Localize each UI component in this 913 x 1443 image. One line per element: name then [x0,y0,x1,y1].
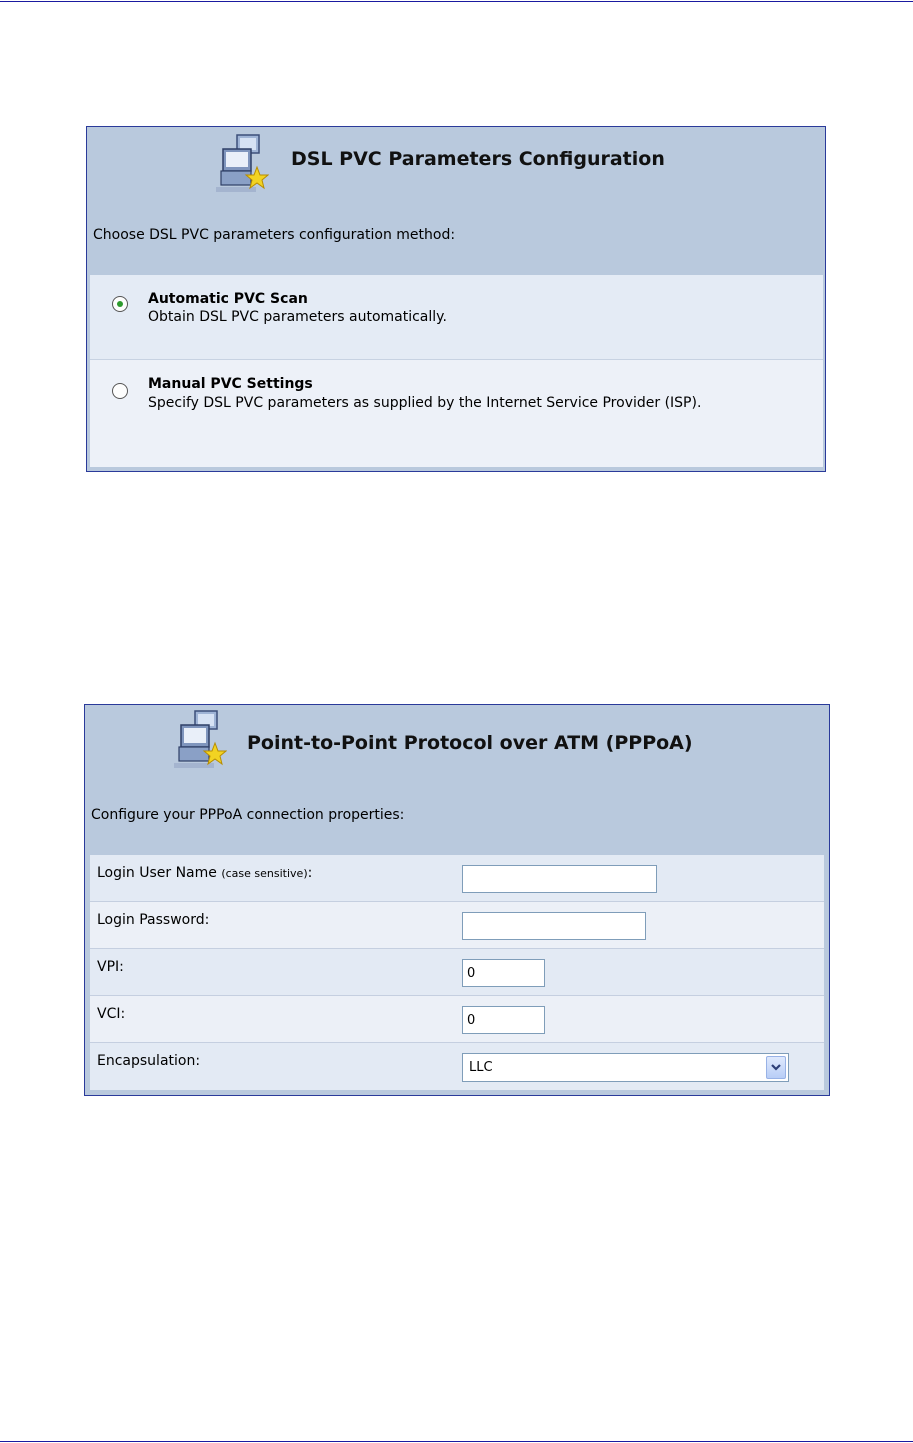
page-title: DSL PVC Parameters Configuration [291,148,665,170]
encapsulation-selected-value: LLC [469,1060,493,1075]
radio-selected-dot [117,301,123,307]
login-password-label: Login Password: [97,912,210,928]
login-user-name-input[interactable] [462,865,657,893]
row-vci [90,996,824,1043]
row-login-user-name [90,855,824,902]
row-login-password [90,902,824,949]
radio-automatic-pvc-scan[interactable] [112,296,128,312]
dsl-pvc-config-panel [86,126,826,472]
bottom-rule [0,1441,913,1442]
option-description: Specify DSL PVC parameters as supplied by the Internet Service Provider (ISP). [148,395,702,411]
encapsulation-select[interactable] [462,1053,789,1082]
row-encapsulation [90,1043,824,1090]
option-manual-pvc-settings[interactable] [90,360,823,467]
page-title: Point-to-Point Protocol over ATM (PPPoA) [247,732,693,754]
intro-text: Configure your PPPoA connection properties: [91,807,405,823]
options-list [90,275,823,467]
option-title: Automatic PVC Scan [148,291,308,307]
login-user-name-label: Login User Name (case sensitive): [97,865,313,881]
encapsulation-label: Encapsulation: [97,1053,201,1069]
intro-text: Choose DSL PVC parameters configuration method: [93,227,456,243]
option-description: Obtain DSL PVC parameters automatically. [148,309,447,325]
wizard-computer-star-icon [171,709,227,771]
radio-manual-pvc-settings[interactable] [112,383,128,399]
pppoa-config-panel [84,704,830,1096]
row-vpi [90,949,824,996]
case-sensitive-hint: (case sensitive) [221,867,308,880]
vpi-input[interactable] [462,959,545,987]
panel-header [87,127,825,207]
vci-label: VCI: [97,1006,126,1022]
panel-header [85,705,829,785]
top-rule [0,1,913,2]
properties-form [90,855,824,1090]
option-automatic-pvc-scan[interactable] [90,275,823,360]
option-title: Manual PVC Settings [148,376,313,392]
vci-input[interactable] [462,1006,545,1034]
chevron-down-icon[interactable] [766,1056,786,1079]
wizard-computer-star-icon [213,133,269,195]
vpi-label: VPI: [97,959,124,975]
login-password-input[interactable] [462,912,646,940]
